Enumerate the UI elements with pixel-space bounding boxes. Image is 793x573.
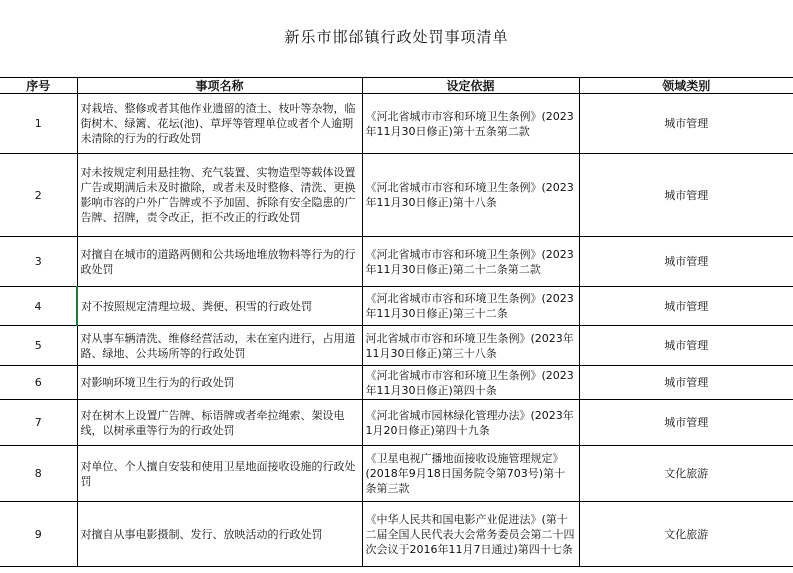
cell-item-name[interactable]: 对栽培、整修或者其他作业遗留的渣土、枝叶等杂物，临街树木、绿篱、花坛(池)、草坪等管理单位或者个人逾期未清除的行为的行政处罚 [77,94,362,154]
cell-domain[interactable]: 城市管理 [579,326,793,366]
cell-domain[interactable]: 城市管理 [579,94,793,154]
cell-no[interactable]: 2 [0,154,77,237]
cell-legal-basis[interactable]: 《河北省城市市容和环境卫生条例》(2023年11月30日修正)第二十二条第二款 [362,237,579,287]
cell-no[interactable]: 3 [0,237,77,287]
cell-legal-basis[interactable]: 《中华人民共和国电影产业促进法》(第十二届全国人民代表大会常务委员会第二十四次会议于2016年11月7日通过)第四十七条 [362,502,579,567]
cell-legal-basis[interactable]: 《河北省城市市容和环境卫生条例》(2023年11月30日修正)第四十条 [362,366,579,400]
cell-no[interactable]: 1 [0,94,77,154]
header-no[interactable]: 序号 [0,78,77,94]
table-row [0,326,793,366]
cell-domain[interactable]: 城市管理 [579,400,793,446]
cell-legal-basis[interactable]: 《河北省城市市容和环境卫生条例》(2023年11月30日修正)第十八条 [362,154,579,237]
cell-no[interactable]: 4 [0,287,77,326]
cell-item-name[interactable]: 对单位、个人擅自安装和使用卫星地面接收设施的行政处罚 [77,446,362,502]
cell-legal-basis[interactable]: 《河北省城市市容和环境卫生条例》(2023年11月30日修正)第三十二条 [362,287,579,326]
table-row [0,154,793,237]
header-domain[interactable]: 领域类别 [579,78,793,94]
cell-item-name[interactable]: 对影响环境卫生行为的行政处罚 [77,366,362,400]
cell-item-name[interactable]: 对在树木上设置广告牌、标语牌或者牵拉绳索、架设电线，以树承重等行为的行政处罚 [77,400,362,446]
cell-domain[interactable]: 文化旅游 [579,446,793,502]
cell-domain[interactable]: 城市管理 [579,154,793,237]
header-item-name[interactable]: 事项名称 [77,78,362,94]
table-row [0,287,793,326]
table-row [0,446,793,502]
cell-item-name[interactable]: 对从事车辆清洗、维修经营活动，未在室内进行，占用道路、绿地、公共场所等的行政处罚 [77,326,362,366]
cell-domain[interactable]: 城市管理 [579,287,793,326]
sheet-title: 新乐市邯邰镇行政处罚事项清单 [284,28,509,46]
cell-legal-basis[interactable]: 《河北省城市园林绿化管理办法》(2023年1月20日修正)第四十九条 [362,400,579,446]
cell-legal-basis[interactable]: 《卫星电视广播地面接收设施管理规定》(2018年9月18日国务院令第703号)第十条第三款 [362,446,579,502]
cell-no[interactable]: 6 [0,366,77,400]
cell-domain[interactable]: 城市管理 [579,366,793,400]
cell-no[interactable]: 5 [0,326,77,366]
table-row [0,502,793,567]
cell-no[interactable]: 9 [0,502,77,567]
table-row [0,400,793,446]
cell-domain[interactable]: 城市管理 [579,237,793,287]
title-row [0,0,793,78]
cell-item-name[interactable]: 对擅自从事电影摄制、发行、放映活动的行政处罚 [77,502,362,567]
table-row [0,366,793,400]
penalty-items-table [0,78,793,567]
table-row [0,237,793,287]
cell-domain[interactable]: 文化旅游 [579,502,793,567]
cell-legal-basis[interactable]: 河北省城市市容和环境卫生条例》(2023年11月30日修正)第三十八条 [362,326,579,366]
cell-no[interactable]: 8 [0,446,77,502]
table-row [0,94,793,154]
cell-item-name[interactable]: 对未按规定利用悬挂物、充气装置、实物造型等载体设置广告或期满后未及时撤除，或者未及时整修、清洗、更换影响市容的户外广告牌或不予加固、拆除有安全隐患的广告牌、招牌，责令改正，拒不改正的行政处罚 [77,154,362,237]
header-legal-basis[interactable]: 设定依据 [362,78,579,94]
header-row [0,78,793,94]
cell-item-name[interactable]: 对擅自在城市的道路两侧和公共场地堆放物料等行为的行政处罚 [77,237,362,287]
cell-no[interactable]: 7 [0,400,77,446]
cell-legal-basis[interactable]: 《河北省城市市容和环境卫生条例》(2023年11月30日修正)第十五条第二款 [362,94,579,154]
cell-item-name[interactable]: 对不按照规定清理垃圾、粪便、积雪的行政处罚 [77,287,362,326]
